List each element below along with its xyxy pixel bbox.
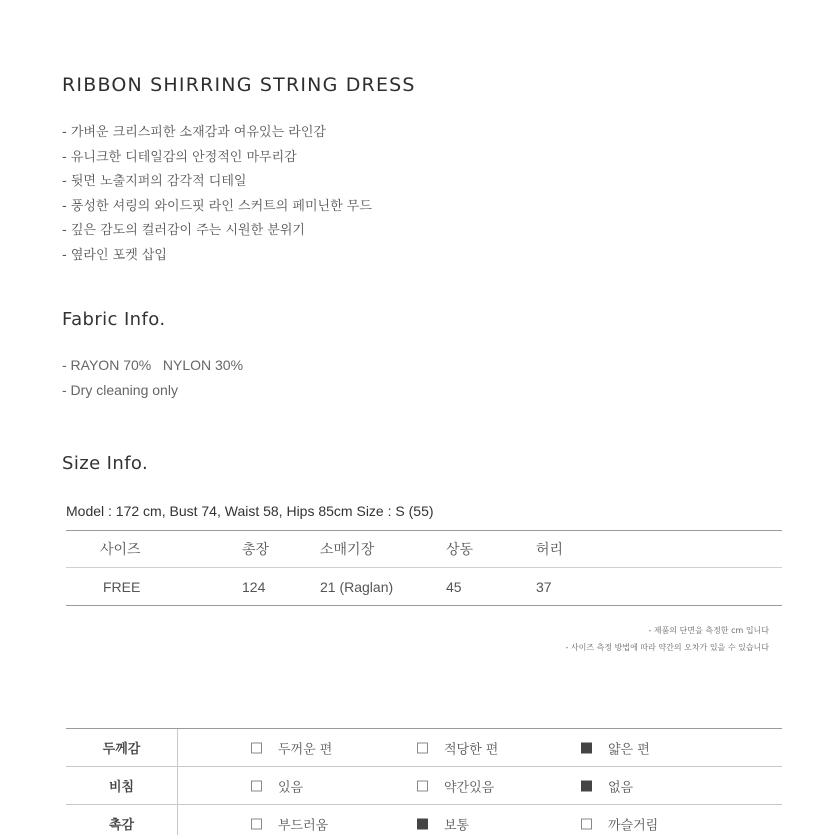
size-table-header <box>66 531 782 568</box>
table-cell: 124 <box>242 578 266 595</box>
feature-item: - 가벼운 크리스피한 소재감과 여유있는 라인감 <box>62 125 326 140</box>
table-cell: 21 (Raglan) <box>320 578 394 595</box>
fabric-info <box>62 353 243 403</box>
attribute-table <box>66 728 782 835</box>
checkbox-icon <box>417 818 428 829</box>
size-heading: Size Info. <box>62 453 149 474</box>
header-cell: 소매기장 <box>320 541 375 557</box>
size-table <box>66 530 782 606</box>
table-cell: 45 <box>446 578 462 595</box>
option-label: 보통 <box>444 818 470 833</box>
fabric-composition: - RAYON 70% NYLON 30% <box>62 357 244 373</box>
size-note: - 사이즈 측정 방법에 따라 약간의 오차가 있을 수 있습니다 <box>565 643 769 652</box>
option-label: 적당한 편 <box>444 742 499 757</box>
attribute-option <box>251 776 303 795</box>
option-label: 두꺼운 편 <box>278 742 333 757</box>
checkbox-icon <box>417 742 428 753</box>
size-note: - 제품의 단면을 측정한 cm 입니다 <box>648 626 769 635</box>
option-label: 까슬거림 <box>608 818 659 833</box>
fabric-care: - Dry cleaning only <box>62 382 178 398</box>
checkbox-icon <box>251 780 262 791</box>
option-label: 부드러움 <box>278 818 329 833</box>
table-row <box>66 568 782 605</box>
size-notes <box>565 622 769 656</box>
table-cell: FREE <box>103 578 141 595</box>
option-label: 없음 <box>608 780 634 795</box>
attribute-option <box>417 814 469 833</box>
attribute-option <box>417 776 494 795</box>
attribute-option <box>581 738 650 757</box>
checkbox-icon <box>251 818 262 829</box>
option-label: 있음 <box>278 780 304 795</box>
attribute-option <box>581 776 633 795</box>
feature-item: - 풍성한 셔링의 와이드핏 라인 스커트의 페미닌한 무드 <box>62 198 372 214</box>
product-title: RIBBON SHIRRING STRING DRESS <box>62 74 416 96</box>
checkbox-icon <box>251 742 262 753</box>
attribute-row-sheerness <box>66 767 782 805</box>
table-cell: 37 <box>536 578 552 595</box>
attribute-option <box>581 814 658 833</box>
option-label: 얇은 편 <box>608 742 650 757</box>
attribute-row-texture <box>66 805 782 835</box>
model-info: Model : 172 cm, Bust 74, Waist 58, Hips 85cm Size : S (55) <box>66 503 434 519</box>
feature-item: - 옆라인 포켓 삽입 <box>62 247 167 263</box>
header-cell: 사이즈 <box>100 541 141 557</box>
feature-item: - 유니크한 디테일감의 안정적인 마무리감 <box>62 149 297 165</box>
checkbox-icon <box>417 780 428 791</box>
header-cell: 허리 <box>536 541 564 557</box>
attribute-option <box>251 814 328 833</box>
option-label: 약간있음 <box>444 780 495 795</box>
header-cell: 총장 <box>242 541 270 557</box>
attribute-option <box>417 738 498 757</box>
feature-item: - 깊은 감도의 컬러감이 주는 시원한 분위기 <box>62 223 305 238</box>
attribute-label: 비침 <box>66 767 178 804</box>
attribute-label: 촉감 <box>66 805 178 835</box>
header-cell: 상동 <box>446 541 474 557</box>
checkbox-icon <box>581 780 592 791</box>
attribute-row-thickness <box>66 729 782 767</box>
feature-item: - 뒷면 노출지퍼의 감각적 디테일 <box>62 174 247 189</box>
attribute-option <box>251 738 332 757</box>
fabric-heading: Fabric Info. <box>62 309 166 330</box>
feature-list <box>62 121 372 268</box>
checkbox-icon <box>581 742 592 753</box>
checkbox-icon <box>581 818 592 829</box>
attribute-label: 두께감 <box>66 729 178 766</box>
